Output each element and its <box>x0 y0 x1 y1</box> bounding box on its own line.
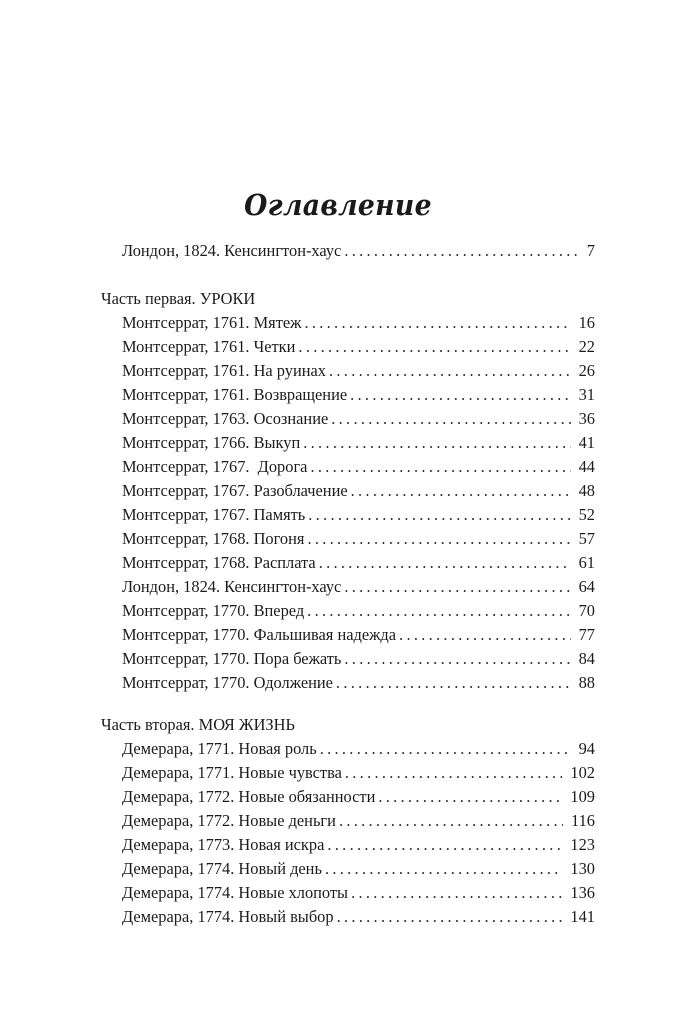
toc-page-number: 109 <box>570 787 595 806</box>
toc-page-number: 84 <box>578 649 595 668</box>
toc-entry-prologue[interactable] <box>122 240 595 262</box>
toc-page-number: 44 <box>578 457 595 476</box>
toc-page-number: 36 <box>578 409 595 428</box>
toc-entry[interactable] <box>122 360 595 382</box>
toc-entry[interactable] <box>122 834 595 856</box>
toc-entry[interactable] <box>122 858 595 880</box>
dot-leader <box>327 834 562 856</box>
toc-entry[interactable] <box>122 786 595 808</box>
toc-page-number: 116 <box>571 811 595 830</box>
toc-entry[interactable] <box>122 456 595 478</box>
toc-entry-text: Монтсеррат, 1761. На руинах <box>122 361 326 380</box>
toc-entry-text: Монтсеррат, 1768. Погоня <box>122 529 305 548</box>
toc-entry[interactable] <box>122 648 595 670</box>
toc-page-number: 64 <box>578 577 595 596</box>
dot-leader <box>337 906 563 928</box>
toc-entry[interactable] <box>122 504 595 526</box>
toc-page-number: 136 <box>570 883 595 902</box>
toc-page-number: 70 <box>578 601 595 620</box>
toc-page-number: 26 <box>578 361 595 380</box>
dot-leader <box>339 810 563 832</box>
dot-leader <box>331 408 570 430</box>
dot-leader <box>310 456 570 478</box>
toc-entry-text: Монтсеррат, 1770. Одолжение <box>122 673 333 692</box>
toc-page-number: 16 <box>578 313 595 332</box>
toc-page-number: 123 <box>570 835 595 854</box>
dot-leader <box>344 648 570 670</box>
toc-entry[interactable] <box>122 528 595 550</box>
toc-page-number: 41 <box>578 433 595 452</box>
toc-page-number: 102 <box>570 763 595 782</box>
toc-entry-text: Демерара, 1774. Новые хлопоты <box>122 883 349 902</box>
dot-leader <box>320 738 571 760</box>
dot-leader <box>378 786 562 808</box>
toc-page-number: 77 <box>578 625 595 644</box>
toc-entry-text: Монтсеррат, 1766. Выкуп <box>122 433 301 452</box>
dot-leader <box>345 762 563 784</box>
toc-entry-text: Демерара, 1771. Новая роль <box>122 739 317 758</box>
dot-leader <box>308 504 570 526</box>
toc-entry-text: Монтсеррат, 1767. Дорога <box>122 457 308 476</box>
toc-entry[interactable] <box>122 882 595 904</box>
toc-page-number: 22 <box>578 337 595 356</box>
toc-entry[interactable] <box>122 336 595 358</box>
toc-entry-text: Монтсеррат, 1770. Фальшивая надежда <box>122 625 397 644</box>
toc-entry[interactable] <box>122 384 595 406</box>
toc-page-number: 48 <box>578 481 595 500</box>
toc-entry-text: Демерара, 1771. Новые чувства <box>122 763 342 782</box>
toc-entry-text: Демерара, 1773. Новая искра <box>122 835 325 854</box>
toc-entry[interactable] <box>122 600 595 622</box>
dot-leader <box>350 384 570 406</box>
dot-leader <box>325 858 562 880</box>
part-heading-1[interactable]: Часть первая. УРОКИ <box>101 289 256 308</box>
toc-entry-text: Лондон, 1824. Кенсингтон-хаус <box>122 577 342 596</box>
toc-entry[interactable] <box>122 810 595 832</box>
toc-entry-text: Демерара, 1774. Новый день <box>122 859 322 878</box>
toc-entry[interactable] <box>122 906 595 928</box>
toc-page-number: 94 <box>578 739 595 758</box>
dot-leader <box>344 240 578 262</box>
toc-entry-text: Монтсеррат, 1763. Осознание <box>122 409 329 428</box>
toc-page-number: 88 <box>578 673 595 692</box>
part-heading-2[interactable]: Часть вторая. МОЯ ЖИЗНЬ <box>101 715 295 734</box>
dot-leader <box>303 432 570 454</box>
toc-page-number: 57 <box>578 529 595 548</box>
toc-entry-text: Демерара, 1774. Новый выбор <box>122 907 334 926</box>
toc-entry[interactable] <box>122 552 595 574</box>
toc-entry-text: Демерара, 1772. Новые обязанности <box>122 787 376 806</box>
toc-entry-text: Монтсеррат, 1767. Разоблачение <box>122 481 348 500</box>
toc-page-number: 7 <box>586 241 595 260</box>
dot-leader <box>399 624 571 646</box>
dot-leader <box>336 672 571 694</box>
toc-entry[interactable] <box>122 672 595 694</box>
toc-entry[interactable] <box>122 738 595 760</box>
toc-entry-text: Монтсеррат, 1767. Память <box>122 505 306 524</box>
dot-leader <box>351 882 562 904</box>
toc-page-number: 61 <box>578 553 595 572</box>
toc-entry[interactable] <box>122 312 595 334</box>
toc-entry-text: Лондон, 1824. Кенсингтон-хаус <box>122 241 342 260</box>
dot-leader <box>307 528 570 550</box>
toc-entry[interactable] <box>122 624 595 646</box>
toc-page-number: 52 <box>578 505 595 524</box>
dot-leader <box>319 552 571 574</box>
page-title: Оглавление <box>244 188 432 222</box>
toc-entry-text: Монтсеррат, 1761. Мятеж <box>122 313 302 332</box>
toc-entry-text: Монтсеррат, 1770. Вперед <box>122 601 305 620</box>
toc-entry[interactable] <box>122 480 595 502</box>
toc-entry[interactable] <box>122 576 595 598</box>
toc-entry-text: Монтсеррат, 1761. Четки <box>122 337 296 356</box>
toc-entry[interactable] <box>122 762 595 784</box>
toc-entry-text: Демерара, 1772. Новые деньги <box>122 811 336 830</box>
toc-page-number: 141 <box>570 907 595 926</box>
dot-leader <box>307 600 570 622</box>
toc-entry-text: Монтсеррат, 1768. Расплата <box>122 553 316 572</box>
toc-entry-text: Монтсеррат, 1770. Пора бежать <box>122 649 342 668</box>
dot-leader <box>329 360 571 382</box>
toc-page-number: 31 <box>578 385 595 404</box>
toc-entry-text: Монтсеррат, 1761. Возвращение <box>122 385 348 404</box>
dot-leader <box>298 336 570 358</box>
dot-leader <box>351 480 571 502</box>
dot-leader <box>304 312 570 334</box>
toc-entry[interactable] <box>122 432 595 454</box>
dot-leader <box>344 576 570 598</box>
toc-entry[interactable] <box>122 408 595 430</box>
toc-page-number: 130 <box>570 859 595 878</box>
